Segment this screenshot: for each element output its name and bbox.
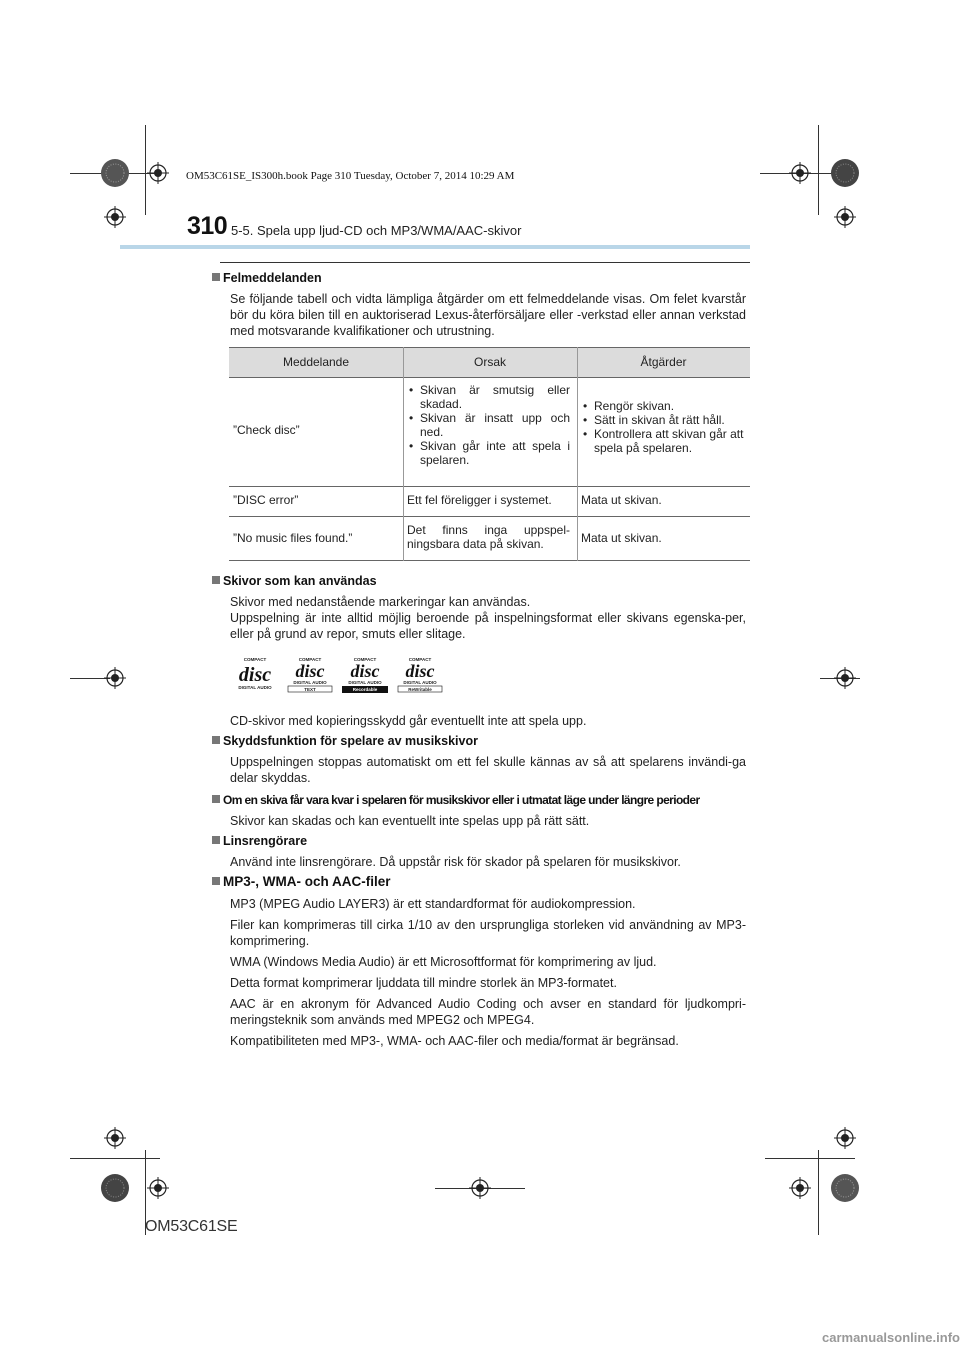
- paragraph: Kompatibiliteten med MP3-, WMA- och AAC-filer och media/format är begränsad.: [230, 1034, 679, 1048]
- paragraph: Detta format komprimerar ljuddata till mindre storlek än MP3-formatet.: [230, 976, 617, 990]
- paragraph: Se följande tabell och vidta lämpliga åtgärder om ett felmeddelande visas. Om felet kvarstår bör du köra bilen till en auktoriserad Lexus-återförsäljare eller -verkstad eller annan verkstad med motsvarande kvalifikationer och utrustning.: [230, 292, 746, 338]
- list-item: • Skivan går inte att spela i spelaren.: [407, 439, 570, 467]
- svg-text:disc: disc: [350, 661, 380, 681]
- paragraph: CD-skivor med kopieringsskydd går eventuellt inte att spela upp.: [230, 714, 587, 728]
- svg-text:disc: disc: [405, 661, 435, 681]
- table-cell-action: Mata ut skivan.: [581, 493, 662, 507]
- section-bullet-icon: [212, 273, 220, 281]
- paragraph: Skivor kan skadas och kan eventuellt inte spelas upp på rätt sätt.: [230, 814, 590, 828]
- paragraph: Skivor med nedanstående markeringar kan användas.: [230, 595, 531, 609]
- table-cell-action: Mata ut skivan.: [581, 531, 662, 545]
- watermark: carmanualsonline.info: [822, 1330, 960, 1345]
- paragraph: Filer kan komprimeras till cirka 1/10 av den ursprungliga storleken vid användning av MP3-komprimering.: [230, 918, 746, 948]
- paragraph: Uppspelningen stoppas automatiskt om ett fel skulle kännas av så att spelarens invändi-ga delar skyddas.: [230, 755, 746, 785]
- section-title-linsrengorare: Linsrengörare: [212, 834, 307, 848]
- section-bullet-icon: [212, 576, 220, 584]
- print-marker-icon: [830, 158, 860, 188]
- section-title-felmeddelanden: Felmeddelanden: [212, 271, 322, 285]
- error-message-table: [229, 347, 750, 561]
- section-title-skyddsfunktion: Skyddsfunktion för spelare av musikskivor: [212, 734, 478, 748]
- table-header-cell: Meddelande: [229, 347, 403, 377]
- list-item: • Skivan är smutsig eller skadad.: [407, 383, 570, 411]
- registration-mark-icon: [789, 162, 811, 184]
- print-marker-icon: [100, 1173, 130, 1203]
- section-bullet-icon: [212, 836, 220, 844]
- footer-code: OM53C61SE: [145, 1218, 238, 1235]
- table-cell-cause: Det finns inga uppspel-ningsbara data på skivan.: [407, 523, 570, 551]
- paragraph: WMA (Windows Media Audio) är ett Microsoftformat för komprimering av ljud.: [230, 955, 657, 969]
- paragraph: AAC är en akronym för Advanced Audio Coding och avser en standard för ljudkompri-meringsteknik som används med MPEG2 och MPEG4.: [230, 997, 746, 1027]
- paragraph: Använd inte linsrengörare. Då uppstår risk för skador på spelaren för musikskivor.: [230, 855, 681, 869]
- table-cell-message: ”No music files found.”: [233, 531, 353, 545]
- compact-disc-text-logo: COMPACT disc DIGITAL AUDIO TEXT: [285, 657, 335, 693]
- table-cell-cause: Ett fel föreligger i systemet.: [407, 493, 552, 507]
- table-header-cell: Åtgärder: [577, 347, 750, 377]
- section-bullet-icon: [212, 736, 220, 744]
- chapter-title: 5-5. Spela upp ljud-CD och MP3/WMA/AAC-skivor: [231, 223, 522, 238]
- compact-disc-recordable-logo: COMPACT disc DIGITAL AUDIO Recordable: [340, 657, 390, 693]
- registration-mark-icon: [469, 1177, 491, 1199]
- table-cell-message: ”Check disc”: [233, 423, 300, 437]
- section-title-mp3: MP3-, WMA- och AAC-filer: [212, 874, 391, 889]
- svg-text:disc: disc: [238, 664, 272, 686]
- registration-mark-icon: [104, 206, 126, 228]
- table-cell-message: ”DISC error”: [233, 493, 299, 507]
- print-marker-icon: [100, 158, 130, 188]
- registration-mark-icon: [147, 162, 169, 184]
- paragraph: MP3 (MPEG Audio LAYER3) är ett standardformat för audiokompression.: [230, 897, 636, 911]
- header-rule: [120, 245, 750, 249]
- registration-mark-icon: [789, 1177, 811, 1199]
- table-cell-action: [581, 399, 747, 455]
- list-item: • Kontrollera att skivan går att spela på spelaren.: [581, 427, 747, 455]
- print-marker-icon: [830, 1173, 860, 1203]
- section-bullet-icon: [212, 795, 220, 803]
- list-item: • Sätt in skivan åt rätt håll.: [581, 413, 747, 427]
- section-title-skivor: Skivor som kan användas: [212, 574, 377, 588]
- book-stamp: OM53C61SE_IS300h.book Page 310 Tuesday, October 7, 2014 10:29 AM: [186, 170, 515, 182]
- registration-mark-icon: [834, 667, 856, 689]
- paragraph: Uppspelning är inte alltid möjlig beroende på inspelningsformat eller skivans egenska-per, eller på grund av repor, smuts eller slitage.: [230, 611, 746, 641]
- registration-mark-icon: [104, 1127, 126, 1149]
- section-title-skiva-kvar: Om en skiva får vara kvar i spelaren för musikskivor eller i utmatat läge under längre perioder: [212, 793, 700, 807]
- registration-mark-icon: [834, 206, 856, 228]
- compact-disc-rewritable-logo: COMPACT disc DIGITAL AUDIO ReWritable: [395, 657, 445, 693]
- svg-text:disc: disc: [295, 661, 325, 681]
- table-header-cell: Orsak: [403, 347, 577, 377]
- section-bullet-icon: [212, 877, 220, 885]
- registration-mark-icon: [104, 667, 126, 689]
- page-number: 310: [187, 212, 228, 240]
- registration-mark-icon: [147, 1177, 169, 1199]
- list-item: • Rengör skivan.: [581, 399, 747, 413]
- list-item: • Skivan är insatt upp och ned.: [407, 411, 570, 439]
- compact-disc-logo: COMPACT disc DIGITAL AUDIO: [238, 657, 272, 690]
- table-cell-cause: [407, 383, 570, 467]
- registration-mark-icon: [834, 1127, 856, 1149]
- content-rule: [220, 262, 750, 263]
